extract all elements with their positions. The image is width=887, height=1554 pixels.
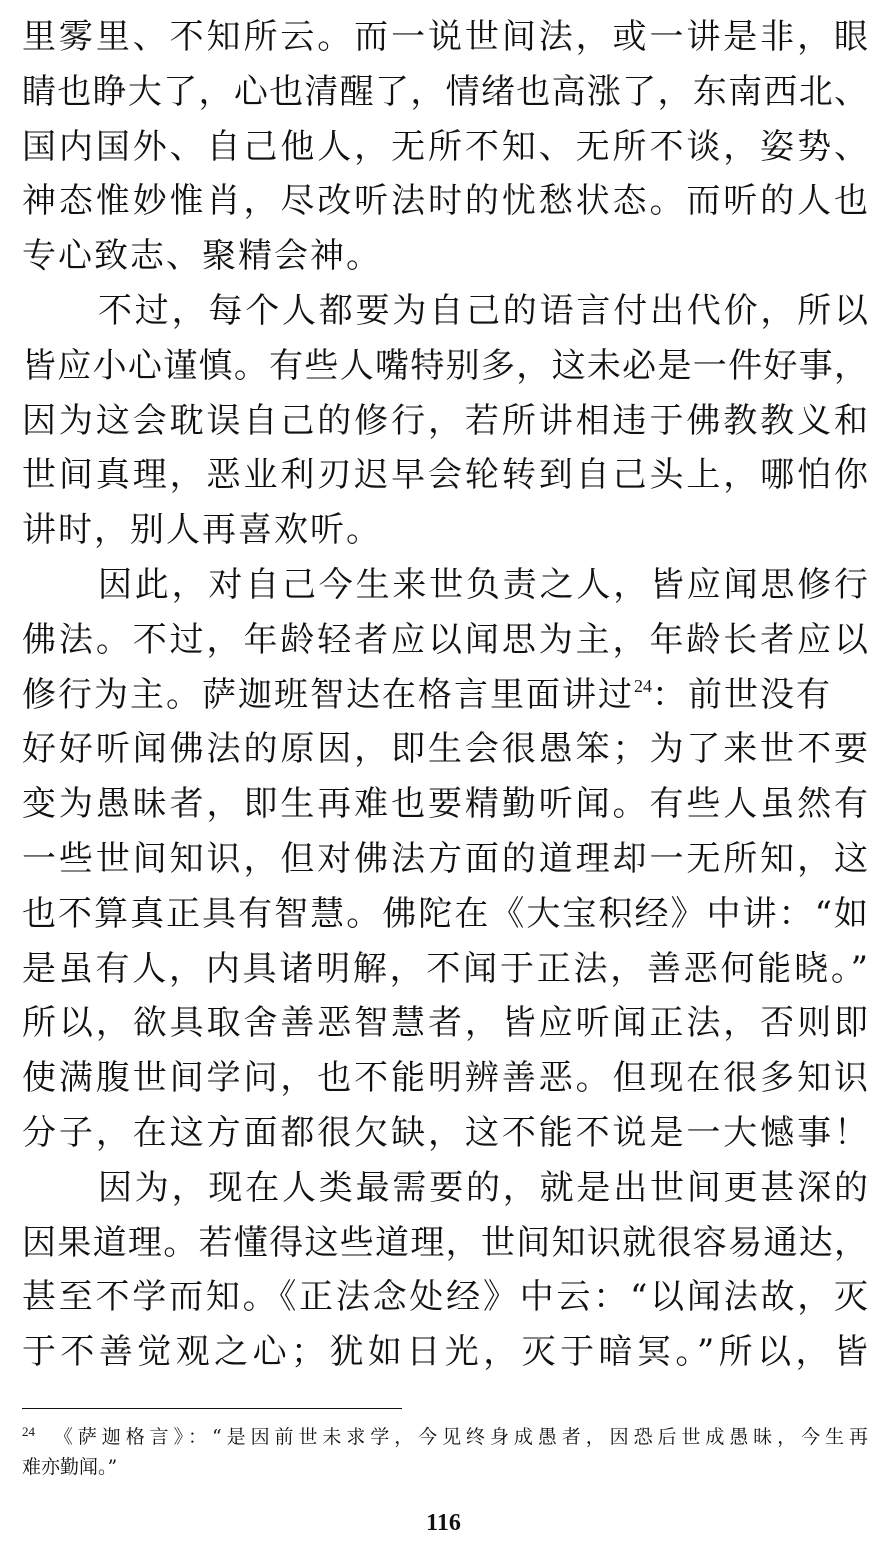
paragraph-start-line: 因此，对自己今生来世负责之人，皆应闻思修行 xyxy=(98,564,868,605)
text-line: 里雾里、不知所云。而一说世间法，或一讲是非，眼 xyxy=(22,17,868,57)
text-line: 甚至不学而知。《正法念处经》中云：“以闻法故，灭 xyxy=(22,1277,868,1318)
text-line: 于不善觉观之心；犹如日光，灭于暗冥。”所以，皆 xyxy=(22,1332,868,1373)
text-line: 讲时，别人再喜欢听。 xyxy=(22,510,382,551)
text-line: 皆应小心谨慎。有些人嘴特别多，这未必是一件好事， xyxy=(22,345,868,386)
text-line: 神态惟妙惟肖，尽改听法时的忧愁状态。而听的人也 xyxy=(22,181,868,222)
paragraph-start-line: 因为，现在人类最需要的，就是出世间更甚深的 xyxy=(98,1167,868,1208)
text-line: 睛也睁大了，心也清醒了，情绪也高涨了，东南西北、 xyxy=(22,71,868,112)
text-line: 使满腹世间学问，也不能明辨善恶。但现在很多知识 xyxy=(22,1058,868,1099)
footnote-line: 难亦勤闻。” xyxy=(22,1456,118,1478)
footnote-divider xyxy=(22,1408,402,1409)
text-line: 世间真理，恶业利刃迟早会轮转到自己头上，哪怕你 xyxy=(22,455,868,496)
text-line: 因果道理。若懂得这些道理，世间知识就很容易通达， xyxy=(22,1222,868,1263)
footnote-line xyxy=(22,1422,868,1452)
text-line: 也不算真正具有智慧。佛陀在《大宝积经》中讲：“如 xyxy=(22,893,868,934)
page-number: 116 xyxy=(426,1510,461,1536)
body-text xyxy=(22,10,868,1380)
footnote-number: 24 xyxy=(22,1424,35,1439)
text-line: 好好听闻佛法的原因，即生会很愚笨；为了来世不要 xyxy=(22,729,868,770)
text-line: 变为愚昧者，即生再难也要精勤听闻。有些人虽然有 xyxy=(22,784,868,825)
text-line: 佛法。不过，年龄轻者应以闻思为主，年龄长者应以 xyxy=(22,619,868,660)
text-line-with-footnote-ref xyxy=(22,668,868,723)
text-line: 分子，在这方面都很欠缺，这不能不说是一大憾事！ xyxy=(22,1112,868,1153)
text-line: 是虽有人，内具诸明解，不闻于正法，善恶何能晓。” xyxy=(22,948,868,989)
footnote-reference[interactable]: 24 xyxy=(634,675,652,696)
text-segment: ：前世没有 xyxy=(652,674,832,715)
text-segment: 修行为主。萨迦班智达在格言里面讲过 xyxy=(22,674,634,715)
paragraph-start-line: 不过，每个人都要为自己的语言付出代价，所以 xyxy=(98,290,868,331)
text-line: 所以，欲具取舍善恶智慧者，皆应听闻正法，否则即 xyxy=(22,1003,868,1044)
text-line: 国内国外、自己他人，无所不知、无所不谈，姿势、 xyxy=(22,126,868,167)
footnote xyxy=(22,1422,868,1482)
text-line: 因为这会耽误自己的修行，若所讲相违于佛教教义和 xyxy=(22,400,868,441)
footnote-text: 《萨迦格言》：“是因前世未求学，今见终身成愚者，因恐后世成愚昧，今生再 xyxy=(49,1426,868,1448)
text-line: 专心致志、聚精会神。 xyxy=(22,236,382,277)
text-line: 一些世间知识，但对佛法方面的道理却一无所知，这 xyxy=(22,838,868,879)
